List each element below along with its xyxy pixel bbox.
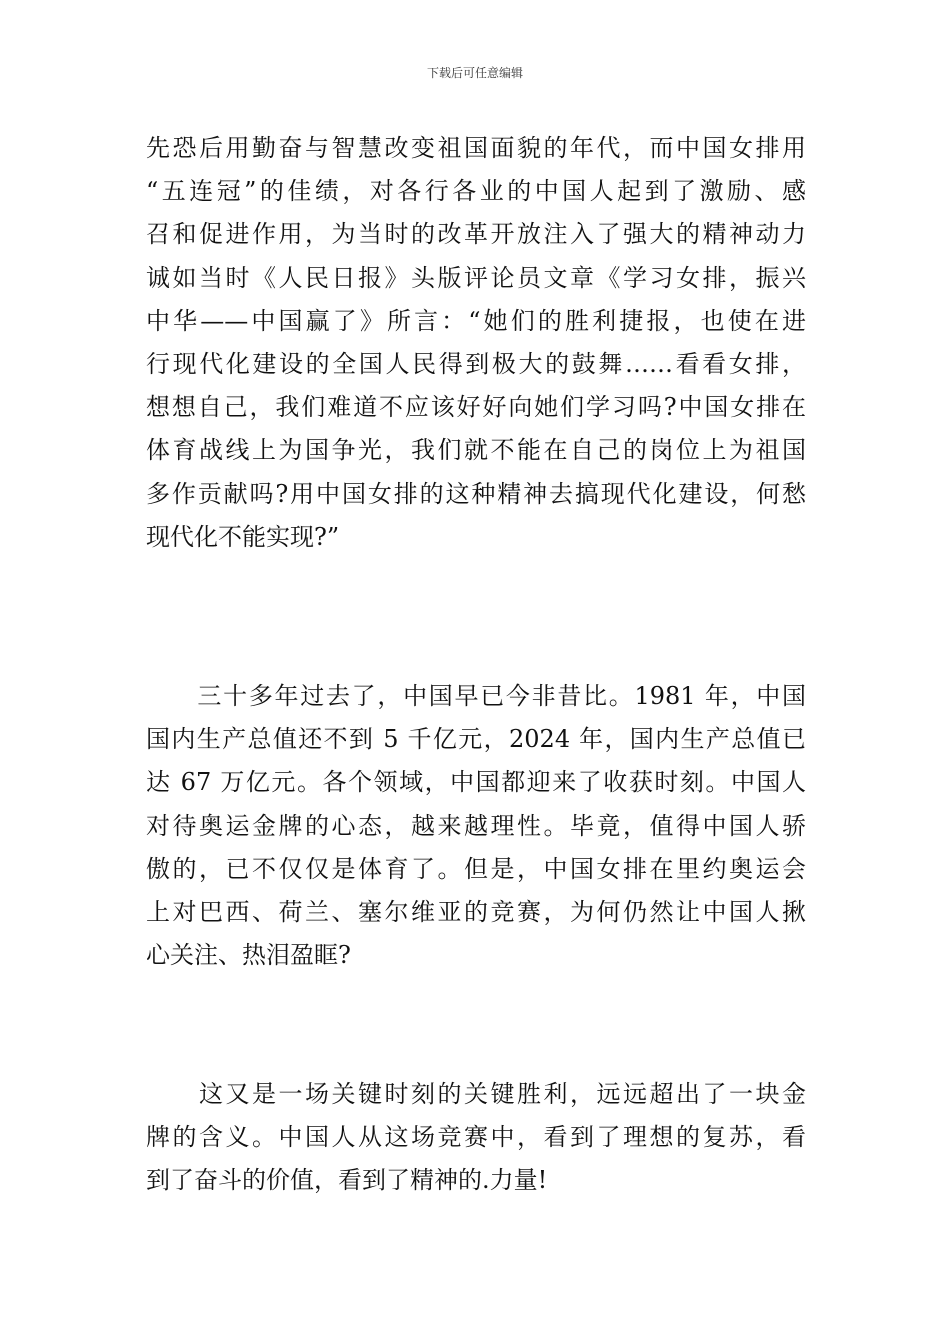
text-line: 体育战线上为国争光，我们就不能在自己的岗位上为祖国 [146, 436, 806, 465]
text-line: 多作贡献吗?用中国女排的这种精神去搞现代化建设，何愁 [146, 479, 806, 508]
text-line: 现代化不能实现?” [146, 522, 340, 551]
page-header: 下载后可任意编辑 [426, 66, 523, 80]
paragraph-3 [146, 1073, 806, 1203]
text-line: 诚如当时《人民日报》头版评论员文章《学习女排，振兴 [146, 263, 806, 292]
text-line: 牌的含义。中国人从这场竞赛中，看到了理想的复苏，看 [146, 1123, 806, 1152]
text-line: 三十多年过去了，中国早已今非昔比。1981 年，中国 [146, 682, 806, 710]
text-line: 到了奋斗的价值，看到了精神的.力量! [146, 1166, 548, 1195]
text-line: 中华——中国赢了》所言：“她们的胜利捷报，也使在进 [146, 306, 806, 335]
paragraph-2 [146, 675, 806, 977]
text-line: 心关注、热泪盈眶? [146, 941, 351, 970]
text-line: 这又是一场关键时刻的关键胜利，远远超出了一块金 [146, 1080, 806, 1108]
text-line: 国内生产总值还不到 5 千亿元，2024 年，国内生产总值已 [146, 725, 806, 754]
text-line: 先恐后用勤奋与智慧改变祖国面貌的年代，而中国女排用 [146, 134, 806, 162]
text-line: 上对巴西、荷兰、塞尔维亚的竞赛，为何仍然让中国人揪 [146, 898, 806, 927]
text-line: 召和促进作用，为当时的改革开放注入了强大的精神动力 [146, 220, 806, 249]
paragraph-1 [146, 127, 806, 559]
text-line: 达 67 万亿元。各个领域，中国都迎来了收获时刻。中国人 [146, 768, 806, 797]
text-line: 对待奥运金牌的心态，越来越理性。毕竟，值得中国人骄 [146, 811, 806, 840]
text-line: 傲的，已不仅仅是体育了。但是，中国女排在里约奥运会 [146, 854, 806, 883]
text-line: 行现代化建设的全国人民得到极大的鼓舞……看看女排， [146, 350, 806, 379]
text-line: “五连冠”的佳绩，对各行各业的中国人起到了激励、感 [146, 177, 806, 206]
text-line: 想想自己，我们难道不应该好好向她们学习吗?中国女排在 [146, 393, 806, 422]
